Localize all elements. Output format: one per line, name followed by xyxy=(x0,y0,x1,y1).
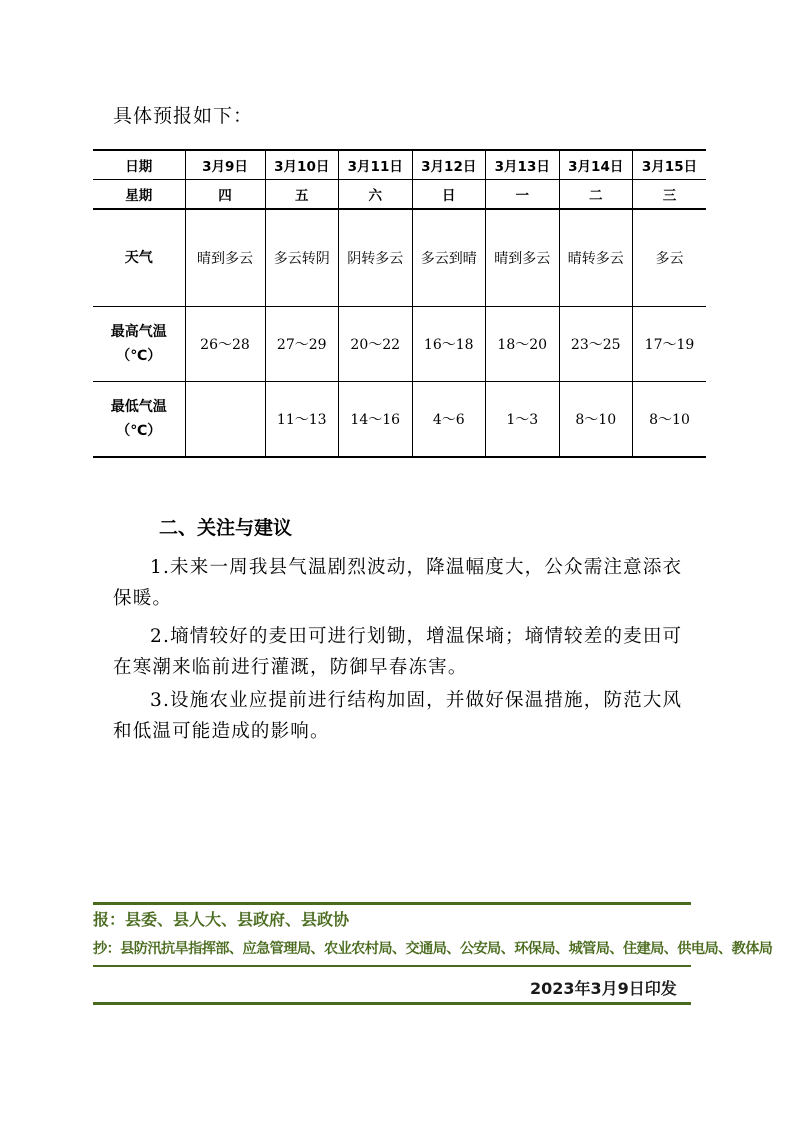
temp-cell: 27～29 xyxy=(265,307,339,382)
date-cell: 3月10日 xyxy=(265,150,339,180)
temp-cell: 4～6 xyxy=(412,382,486,458)
weather-cell: 晴转多云 xyxy=(559,209,633,307)
low-label-line1: 最低气温 xyxy=(110,399,167,415)
weekday-cell: 五 xyxy=(265,180,339,210)
temp-cell: 17～19 xyxy=(633,307,707,382)
temp-cell: 8～10 xyxy=(559,382,633,458)
temp-cell: 14～16 xyxy=(339,382,413,458)
footer-top-rule xyxy=(93,902,691,905)
weekday-cell: 三 xyxy=(633,180,707,210)
temp-cell: 23～25 xyxy=(559,307,633,382)
date-cell: 3月15日 xyxy=(633,150,707,180)
weather-row xyxy=(93,209,706,307)
weather-cell: 多云到晴 xyxy=(412,209,486,307)
header-cell xyxy=(93,382,185,458)
intro-text: 具体预报如下： xyxy=(113,105,254,127)
weather-cell: 晴到多云 xyxy=(185,209,265,307)
footer-mid-rule xyxy=(93,965,691,967)
date-cell: 3月14日 xyxy=(559,150,633,180)
high-label-line2: （℃） xyxy=(116,348,162,364)
footer-report-to: 报：县委、县人大、县政府、县政协 xyxy=(93,910,350,929)
temp-cell: 11～13 xyxy=(265,382,339,458)
temp-cell: 20～22 xyxy=(339,307,413,382)
weekday-cell: 二 xyxy=(559,180,633,210)
temp-cell: 18～20 xyxy=(486,307,560,382)
header-cell: 星期 xyxy=(93,180,185,210)
advice-paragraph-3: 3.设施农业应提前进行结构加固，并做好保温措施，防范大风和低温可能造成的影响。 xyxy=(113,690,683,742)
low-label-line2: （℃） xyxy=(116,423,162,439)
footer-copy-to: 抄：县防汛抗旱指挥部、应急管理局、农业农村局、交通局、公安局、环保局、城管局、住建局、供电局、教体局 xyxy=(93,941,773,957)
advice-paragraph-2: 2.墒情较好的麦田可进行划锄，增温保墒；墒情较差的麦田可在寒潮来临前进行灌溉，防御早春冻害。 xyxy=(113,626,683,678)
weekday-cell: 日 xyxy=(412,180,486,210)
footer-bottom-rule xyxy=(93,1002,691,1005)
header-cell: 天气 xyxy=(93,209,185,307)
weather-cell: 阴转多云 xyxy=(339,209,413,307)
footer-issue-date: 2023年3月9日印发 xyxy=(530,979,677,998)
weather-cell: 多云 xyxy=(633,209,707,307)
date-cell: 3月11日 xyxy=(339,150,413,180)
header-cell xyxy=(93,307,185,382)
header-cell: 日期 xyxy=(93,150,185,180)
weekday-cell: 四 xyxy=(185,180,265,210)
weather-cell: 晴到多云 xyxy=(486,209,560,307)
temp-cell: 1～3 xyxy=(486,382,560,458)
weather-cell: 多云转阴 xyxy=(265,209,339,307)
forecast-table xyxy=(93,149,706,458)
section-title: 二、关注与建议 xyxy=(159,517,293,539)
temp-cell: 16～18 xyxy=(412,307,486,382)
temp-cell: 26～28 xyxy=(185,307,265,382)
weekday-cell: 六 xyxy=(339,180,413,210)
high-temp-row xyxy=(93,307,706,382)
temp-cell xyxy=(185,382,265,458)
advice-paragraph-1: 1.未来一周我县气温剧烈波动，降温幅度大，公众需注意添衣保暖。 xyxy=(113,557,683,609)
date-cell: 3月13日 xyxy=(486,150,560,180)
date-cell: 3月12日 xyxy=(412,150,486,180)
weekday-cell: 一 xyxy=(486,180,560,210)
temp-cell: 8～10 xyxy=(633,382,707,458)
weekday-row xyxy=(93,180,706,210)
date-cell: 3月9日 xyxy=(185,150,265,180)
date-row xyxy=(93,150,706,180)
low-temp-row xyxy=(93,382,706,458)
high-label-line1: 最高气温 xyxy=(110,324,167,340)
